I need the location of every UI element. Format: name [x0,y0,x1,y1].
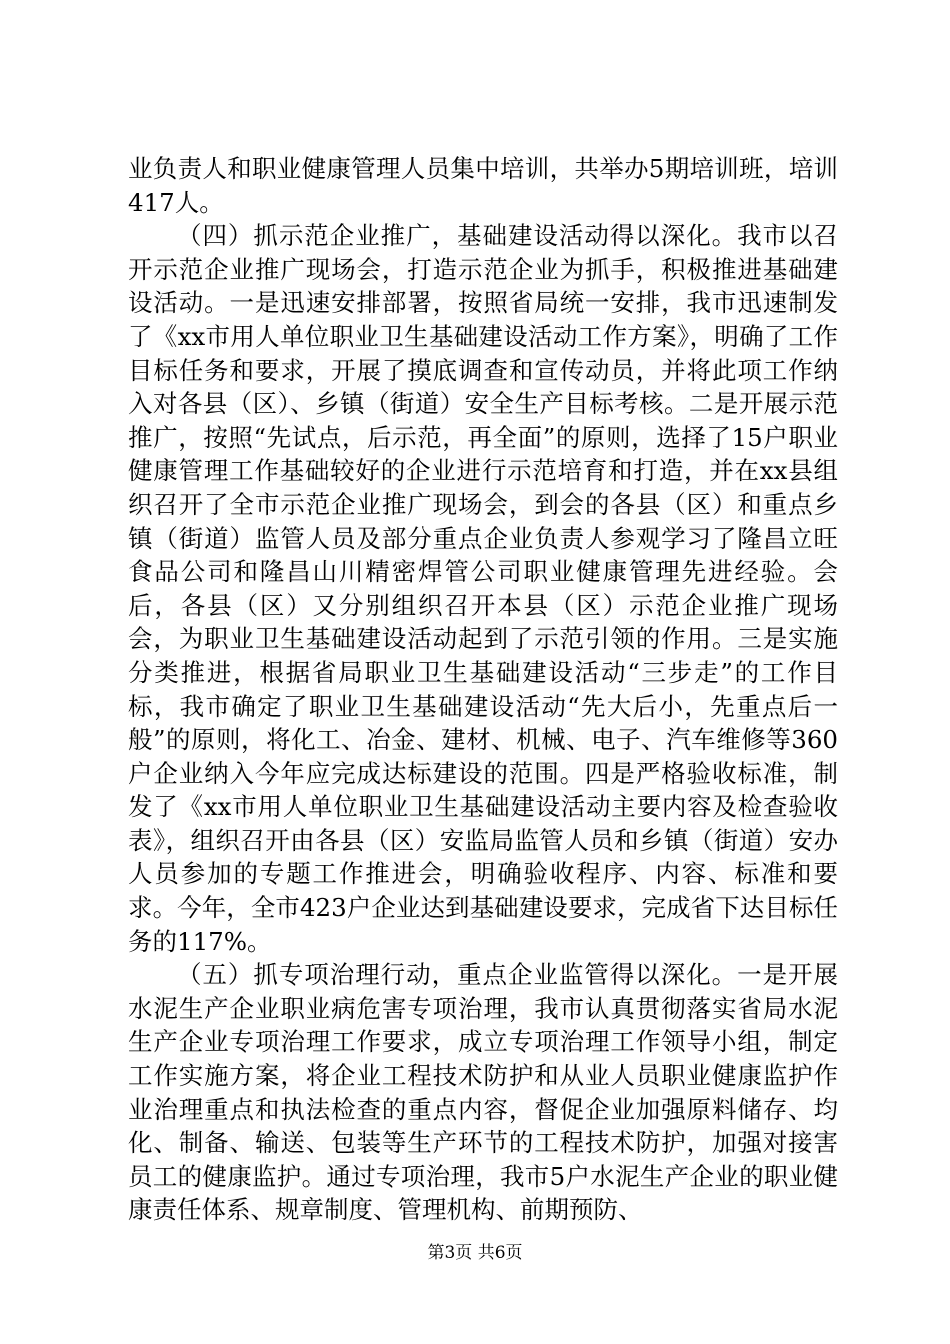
paragraph-section-five: （五）抓专项治理行动，重点企业监管得以深化。一是开展水泥生产企业职业病危害专项治理，我市认真贯彻落实省局水泥生产企业专项治理工作要求，成立专项治理工作领导小组，制定工作实施方案，将企业工程技术防护和从业人员职业健康监护作业治理重点和执法检查的重点内容，督促企业加强原料储存、均化、制备、输送、包装等生产环节的工程技术防护，加强对接害员工的健康监护。通过专项治理，我市5户水泥生产企业的职业健康责任体系、规章制度、管理机构、前期预防、 [128,960,838,1225]
document-body [128,152,838,1227]
paragraph-continuation: 业负责人和职业健康管理人员集中培训，共举办5期培训班，培训417人。 [128,154,838,217]
page-footer: 第3页 共6页 [427,1243,523,1263]
paragraph-section-four: （四）抓示范企业推广，基础建设活动得以深化。我市以召开示范企业推广现场会，打造示范企业为抓手，积极推进基础建设活动。一是迅速安排部署，按照省局统一安排，我市迅速制发了《xx市用人单位职业卫生基础建设活动工作方案》，明确了工作目标任务和要求，开展了摸底调查和宣传动员，并将此项工作纳入对各县（区）、乡镇（街道）安全生产目标考核。二是开展示范推广，按照“先试点，后示范，再全面”的原则，选择了15户职业健康管理工作基础较好的企业进行示范培育和打造，并在xx县组织召开了全市示范企业推广现场会，到会的各县（区）和重点乡镇（街道）监管人员及部分重点企业负责人参观学习了隆昌立旺食品公司和隆昌山川精密焊管公司职业健康管理先进经验。会后，各县（区）又分别组织召开本县（区）示范企业推广现场会，为职业卫生基础建设活动起到了示范引领的作用。三是实施分类推进，根据省局职业卫生基础建设活动“三步走”的工作目标，我市确定了职业卫生基础建设活动“先大后小，先重点后一般”的原则，将化工、冶金、建材、机械、电子、汽车维修等360户企业纳入今年应完成达标建设的范围。四是严格验收标准，制发了《xx市用人单位职业卫生基础建设活动主要内容及检查验收表》，组织召开由各县（区）安监局监管人员和乡镇（街道）安办人员参加的专题工作推进会，明确验收程序、内容、标准和要求。今年，全市423户企业达到基础建设要求，完成省下达目标任务的117%。 [128,221,838,956]
